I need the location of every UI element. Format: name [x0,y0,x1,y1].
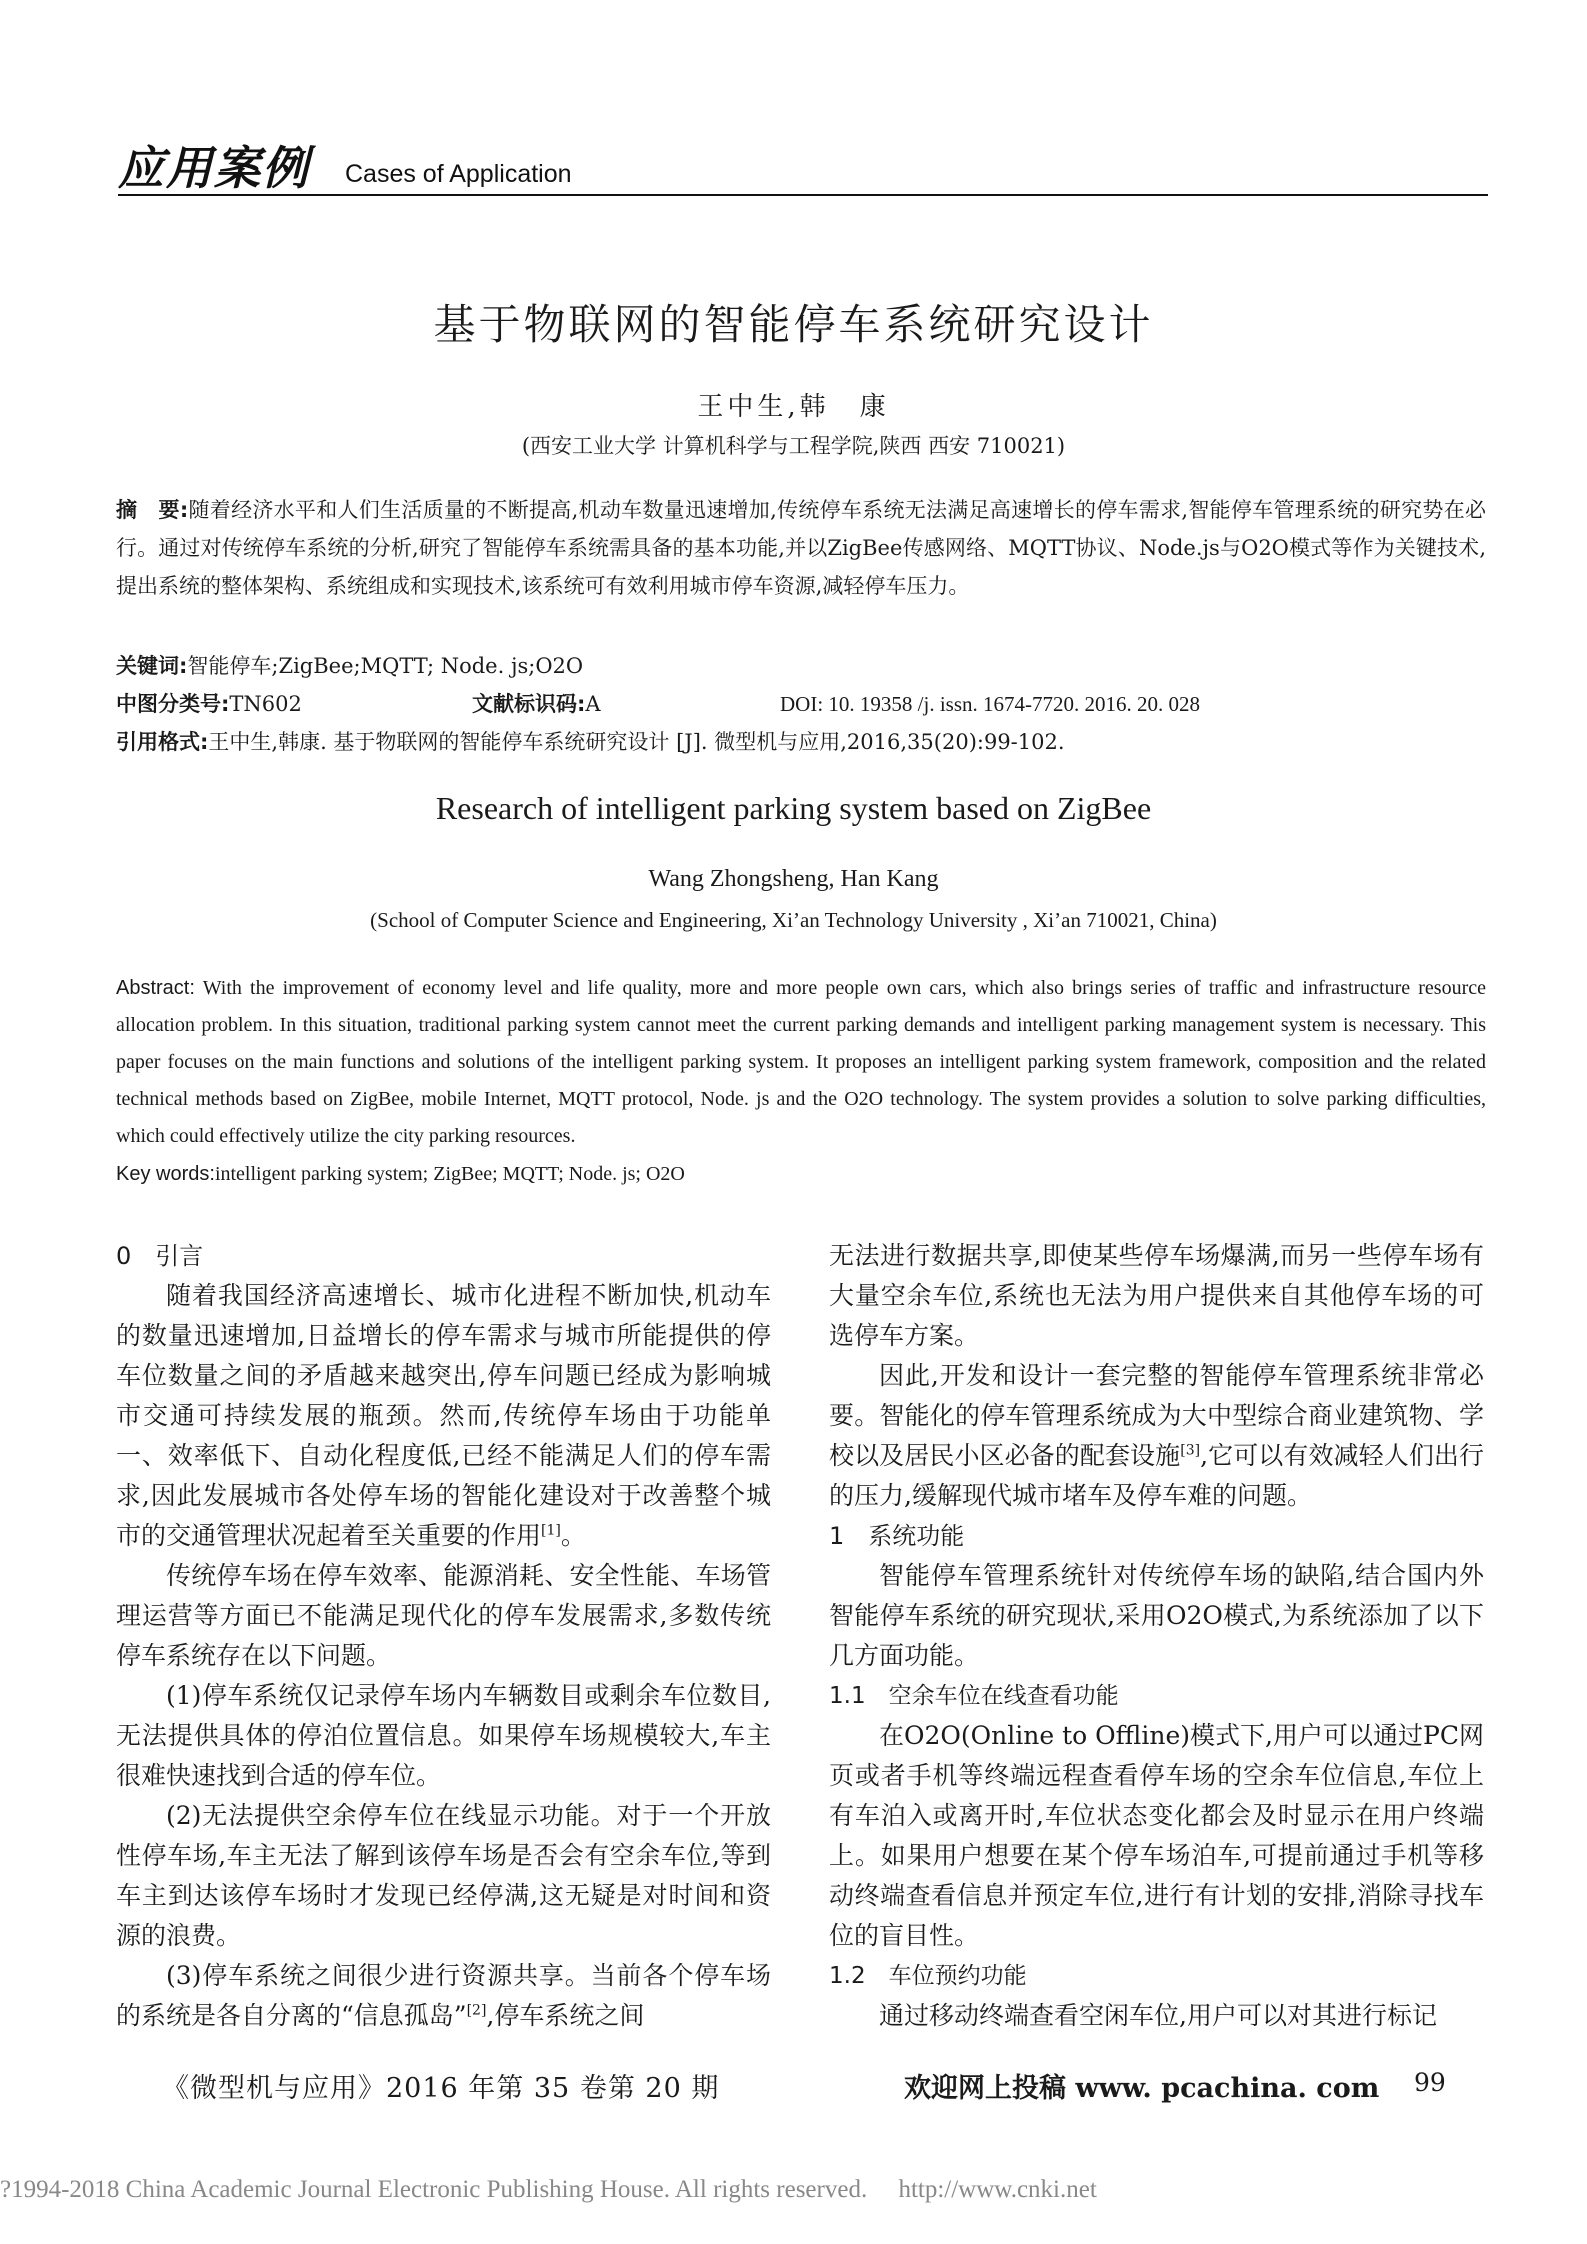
abstract-cn-text: 随着经济水平和人们生活质量的不断提高,机动车数量迅速增加,传统停车系统无法满足高速增长的停车需求,智能停车管理系统的研究势在必行。通过对传统停车系统的分析,研究了智能停车系统需具备的基本功能,并以ZigBee传感网络、MQTT协议、Node.js与O2O模式等作为关键技术,提出系统的整体架构、系统组成和实现技术,该系统可有效利用城市停车资源,减轻停车压力。 [116,498,1486,598]
copyright-notice: ?1994-2018 China Academic Journal Electronic Publishing House. All rights reserved. http://www.cnki.net [0,2176,1097,2203]
paragraph: 传统停车场在停车效率、能源消耗、安全性能、车场管理运营等方面已不能满足现代化的停车发展需求,多数传统停车系统存在以下问题。 [116,1561,771,1670]
paragraph-text: 随着我国经济高速增长、城市化进程不断加快,机动车的数量迅速增加,日益增长的停车需求与城市所能提供的停车位数量之间的矛盾越来越突出,停车问题已经成为影响城市交通可持续发展的瓶颈。然而,传统停车场由于功能单一、效率低下、自动化程度低,已经不能满足人们的停车需求,因此发展城市各处停车场的智能化建设对于改善整个城市的交通管理状况起着至关重要的作用 [116,1281,771,1550]
paragraph-text: ,停车系统之间 [486,2001,645,2030]
submission-notice: 欢迎网上投稿 www. pcachina. com [904,2073,1380,2104]
authors-en: Wang Zhongsheng, Han Kang [648,866,939,892]
citation-text: 王中生,韩康. 基于物联网的智能停车系统研究设计 [J]. 微型机与应用,2016,35(20):99-102. [208,730,1065,754]
clc [116,685,302,723]
body-right-column [829,1236,1484,2036]
affiliation-en: (School of Computer Science and Engineering, Xi’an Technology University , Xi’an 710021, China) [370,908,1217,932]
keywords-en [116,1156,1486,1193]
authors-cn: 王中生,韩 康 [697,392,890,422]
clc-label: 中图分类号: [116,692,230,716]
citation-ref: [1] [541,1522,561,1539]
citation-ref: [3] [1180,1442,1201,1459]
doi: DOI: 10. 19358 /j. issn. 1674-7720. 2016. 20. 028 [780,692,1200,716]
section-label-cn: 应用案例 [118,141,310,195]
doc-code-label: 文献标识码: [472,692,586,716]
section-heading-functions: 1 系统功能 [829,1522,965,1550]
citation-ref: [2] [466,2002,487,2019]
journal-issue: 《微型机与应用》2016 年第 35 卷第 20 期 [162,2073,720,2104]
paper-title-cn: 基于物联网的智能停车系统研究设计 [433,300,1154,349]
header-rule [118,194,1488,196]
paper-title-en: Research of intelligent parking system based on ZigBee [435,790,1152,826]
paragraph: (2)无法提供空余停车位在线显示功能。对于一个开放性停车场,车主无法了解到该停车场是否会有空余车位,等到车主到达该停车场时才发现已经停满,这无疑是对时间和资源的浪费。 [116,1801,771,1950]
paragraph [829,1356,1484,1516]
citation [116,723,1486,761]
keywords-cn [116,647,1486,685]
doc-code-value: A [585,692,601,716]
page-number: 99 [1414,2068,1446,2097]
affiliation-cn: (西安工业大学 计算机科学与工程学院,陕西 西安 710021) [521,434,1066,458]
clc-value: TN602 [229,692,302,716]
section-heading-intro: 0 引言 [116,1242,204,1270]
section-label-en: Cases of Application [345,160,572,188]
subsection-heading-online-view: 1.1 空余车位在线查看功能 [829,1683,1119,1709]
paragraph-text: ,它可以有效减轻人们出行的压力,缓解现代城市堵车及停车难的问题。 [829,1441,1484,1510]
paragraph-text: 因此,开发和设计一套完整的智能停车管理系统非常必要。智能化的停车管理系统成为大中型综合商业建筑物、学校以及居民小区必备的配套设施 [829,1361,1484,1470]
paragraph [116,1956,771,2036]
abstract-en-label: Abstract: [116,977,195,999]
body-left-column [116,1236,771,2036]
keywords-en-label: Key words: [116,1163,215,1185]
paragraph: 智能停车管理系统针对传统停车场的缺陷,结合国内外智能停车系统的研究现状,采用O2O模式,为系统添加了以下几方面功能。 [829,1561,1484,1670]
keywords-cn-text: 智能停车;ZigBee;MQTT; Node. js;O2O [187,654,584,678]
paragraph: (1)停车系统仅记录停车场内车辆数目或剩余车位数目,无法提供具体的停泊位置信息。如果停车场规模较大,车主很难快速找到合适的停车位。 [116,1681,771,1790]
abstract-en [116,970,1486,1155]
keywords-cn-label: 关键词: [116,654,188,678]
paragraph-text: 。 [560,1521,586,1550]
paragraph: 通过移动终端查看空闲车位,用户可以对其进行标记 [879,2001,1437,2030]
abstract-cn-label: 摘 要: [116,498,189,522]
paragraph: 在O2O(Online to Offline)模式下,用户可以通过PC网页或者手机等终端远程查看停车场的空余车位信息,车位上有车泊入或离开时,车位状态变化都会及时显示在用户终端上。如果用户想要在某个停车场泊车,可提前通过手机等移动终端查看信息并预定车位,进行有计划的安排,消除寻找车位的盲目性。 [829,1721,1484,1950]
abstract-en-text: With the improvement of economy level and life quality, more and more people own cars, which also brings series of traffic and infrastructure resource allocation problem. In this situation, traditional parking system cannot meet the current parking demands and intelligent parking management system is necessary. This paper focuses on the main functions and solutions of the intelligent parking system. It proposes an intelligent parking system framework, composition and the related technical methods based on ZigBee, mobile Internet, MQTT protocol, Node. js and the O2O technology. The system provides a solution to solve parking difficulties, which could effectively utilize the city parking resources. [116,977,1486,1147]
abstract-cn [116,491,1486,605]
citation-label: 引用格式: [116,730,209,754]
keywords-en-text: intelligent parking system; ZigBee; MQTT; Node. js; O2O [214,1163,685,1185]
paragraph-text: (3)停车系统之间很少进行资源共享。当前各个停车场的系统是各自分离的“信息孤岛” [116,1961,771,2030]
paragraph: 无法进行数据共享,即使某些停车场爆满,而另一些停车场有大量空余车位,系统也无法为用户提供来自其他停车场的可选停车方案。 [829,1241,1484,1350]
subsection-heading-reservation: 1.2 车位预约功能 [829,1963,1027,1989]
doc-code [472,685,601,723]
paragraph [116,1276,771,1556]
